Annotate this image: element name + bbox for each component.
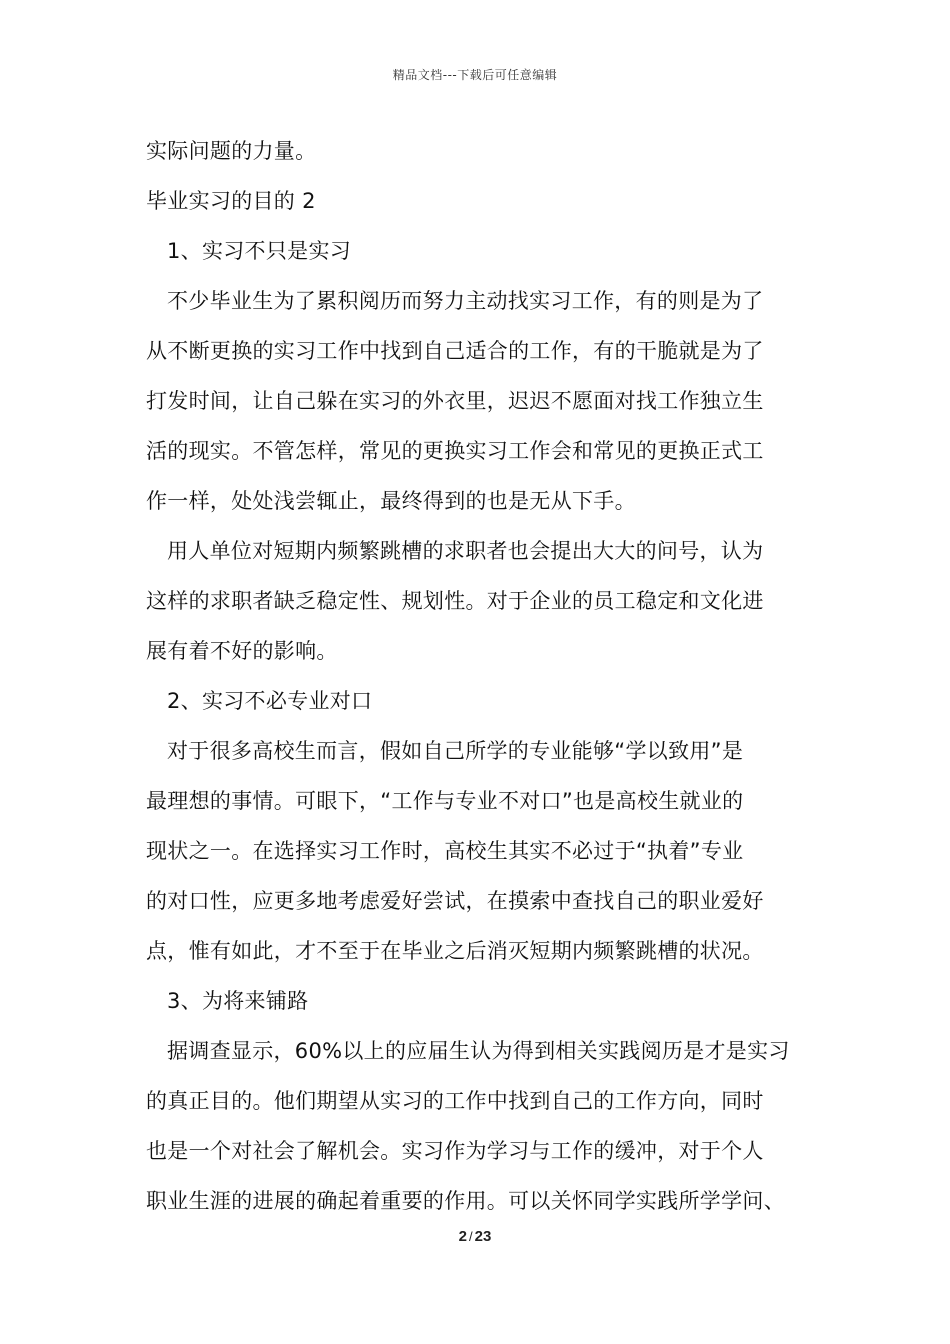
paragraph-line: 从不断更换的实习工作中找到自己适合的工作，有的干脆就是为了 bbox=[146, 339, 764, 363]
subsection-heading: 2、实习不必专业对口 bbox=[167, 689, 373, 713]
paragraph-line: 对于很多高校生而言，假如自己所学的专业能够“学以致用”是 bbox=[167, 739, 744, 763]
page-header: 精品文档---下载后可任意编辑 bbox=[392, 68, 558, 82]
paragraph-line: 作一样，处处浅尝辄止，最终得到的也是无从下手。 bbox=[146, 489, 636, 513]
paragraph-line: 也是一个对社会了解机会。实习作为学习与工作的缓冲，对于个人 bbox=[146, 1139, 764, 1163]
subsection-heading: 1、实习不只是实习 bbox=[167, 239, 352, 263]
section-heading: 毕业实习的目的 2 bbox=[146, 189, 316, 213]
paragraph-line: 最理想的事情。可眼下，“工作与专业不对口”也是高校生就业的 bbox=[146, 789, 744, 813]
page-number bbox=[0, 1228, 950, 1245]
paragraph-line: 打发时间，让自己躲在实习的外衣里，迟迟不愿面对找工作独立生 bbox=[146, 389, 764, 413]
paragraph-line: 现状之一。在选择实习工作时，高校生其实不必过于“执着”专业 bbox=[146, 839, 744, 863]
paragraph-line: 用人单位对短期内频繁跳槽的求职者也会提出大大的问号，认为 bbox=[167, 539, 764, 563]
paragraph-line: 展有着不好的影响。 bbox=[146, 639, 338, 663]
document-body bbox=[146, 126, 818, 1226]
paragraph-line: 的真正目的。他们期望从实习的工作中找到自己的工作方向，同时 bbox=[146, 1089, 764, 1113]
paragraph-line: 的对口性，应更多地考虑爱好尝试，在摸索中查找自己的职业爱好 bbox=[146, 889, 764, 913]
current-page: 2 bbox=[458, 1228, 468, 1245]
subsection-heading: 3、为将来铺路 bbox=[167, 989, 309, 1013]
paragraph-line: 这样的求职者缺乏稳定性、规划性。对于企业的员工稳定和文化进 bbox=[146, 589, 764, 613]
paragraph-line: 实际问题的力量。 bbox=[146, 139, 317, 163]
page-separator: / bbox=[469, 1229, 473, 1244]
paragraph-line: 职业生涯的进展的确起着重要的作用。可以关怀同学实践所学学问、 bbox=[146, 1189, 785, 1213]
paragraph-line: 活的现实。不管怎样，常见的更换实习工作会和常见的更换正式工 bbox=[146, 439, 764, 463]
total-pages: 23 bbox=[474, 1228, 492, 1245]
paragraph-line: 不少毕业生为了累积阅历而努力主动找实习工作，有的则是为了 bbox=[167, 289, 764, 313]
paragraph-line: 据调查显示，60%以上的应届生认为得到相关实践阅历是才是实习 bbox=[167, 1039, 790, 1063]
paragraph-line: 点，惟有如此，才不至于在毕业之后消灭短期内频繁跳槽的状况。 bbox=[146, 939, 764, 963]
